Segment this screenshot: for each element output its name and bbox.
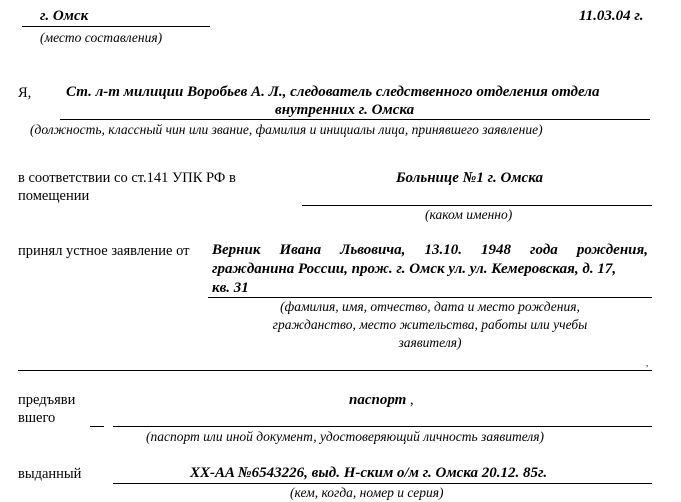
applicant-label: принял устное заявление от [18,243,190,259]
location-label-line2: помещении [18,188,90,204]
place-value: г. Омск [40,8,89,24]
person-name-line2: внутренних г. Омска [275,102,415,118]
place-caption: (место составления) [40,30,163,45]
applicant-caption-line2: гражданство, место жительства, работы или учебы [272,317,588,332]
location-caption: (каком именно) [425,207,513,222]
person-prefix: Я, [18,85,32,101]
place-underline [22,26,210,27]
applicant-value-line1: Верник Ивана Львовича, 13.10. 1948 года рождения, [212,242,648,258]
issued-value: XX-AA №6543226, выд. Н-ским о/м г. Омска 20.12. 85г. [190,465,548,481]
document-short-underline [90,426,104,427]
document-value-suffix: , [410,392,414,408]
applicant-underline [208,297,652,298]
person-name-line1: Ст. л-т милиции Воробьев А. Л., следователь следственного отделения отдела [66,84,600,100]
location-label-line1: в соответствии со ст.141 УПК РФ в [18,170,236,186]
applicant-extra-line [18,370,652,371]
document-underline [113,426,652,427]
applicant-line-end-mark: , [646,358,649,368]
document-label-line1: предъяви [18,392,76,408]
issued-underline [113,483,652,484]
applicant-value-line3: кв. 31 [212,280,249,296]
date-value: 11.03.04 г. [579,8,644,24]
document-label-line2: вшего [18,410,56,426]
applicant-value-line2: гражданина России, прож. г. Омск ул. ул. Кемеровская, д. 17, [212,261,617,277]
applicant-caption-line3: заявителя) [398,335,462,350]
person-underline [60,119,650,120]
applicant-caption-line1: (фамилия, имя, отчество, дата и место рождения, [280,299,580,314]
document-caption: (паспорт или иной документ, удостоверяющий личность заявителя) [146,429,545,444]
issued-label: выданный [18,466,82,482]
location-underline [302,205,652,206]
location-value: Больнице №1 г. Омска [396,170,543,186]
person-caption: (должность, классный чин или звание, фамилия и инициалы лица, принявшего заявление) [30,122,543,137]
issued-caption: (кем, когда, номер и серия) [290,485,444,500]
document-value: паспорт [349,392,407,408]
